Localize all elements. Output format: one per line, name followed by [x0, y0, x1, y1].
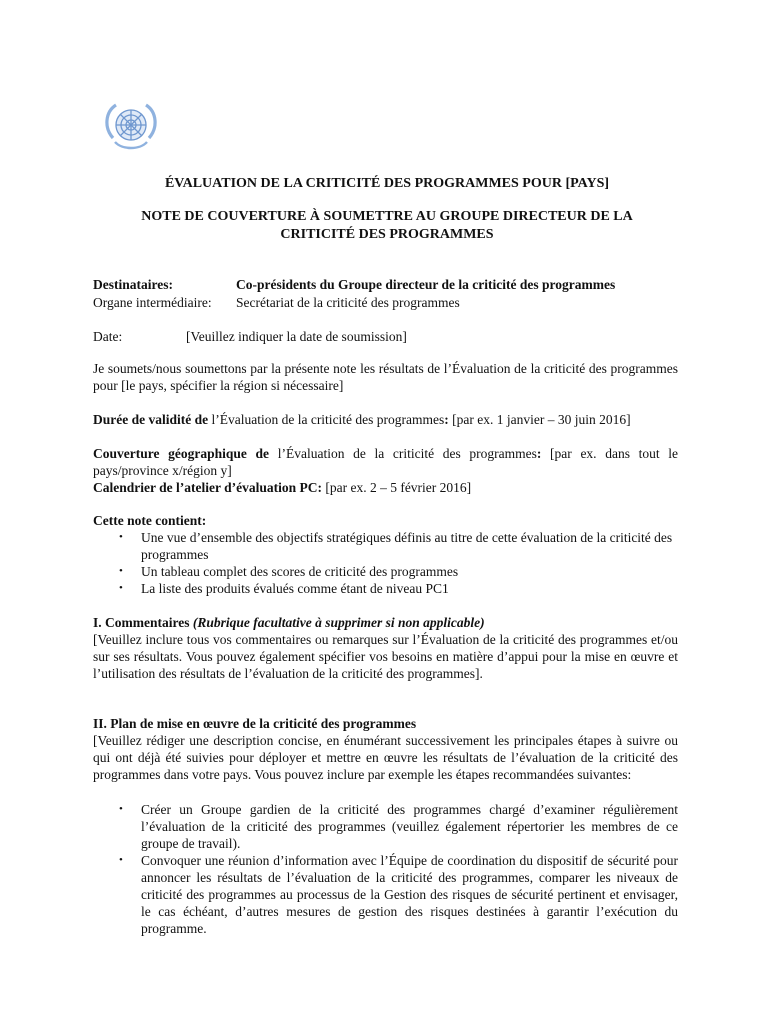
- intermediary-value: Secrétariat de la criticité des programmes: [236, 295, 460, 310]
- list-item: • Une vue d’ensemble des objectifs stratégiques définis au titre de cette évaluation de la criticité des programmes: [119, 530, 673, 562]
- subtitle-line-1: NOTE DE COUVERTURE À SOUMETTRE AU GROUPE DIRECTEUR DE LA: [141, 209, 633, 224]
- section2-body: [Veuillez rédiger une description concise, en énumérant successivement les principales étapes à suivre ou qui ont déjà été suivies pour déployer et mettre en œuvre les résultats de l’évaluation de la criticité des programmes dans votre pays. Vous pouvez inclure par exemple les étapes recommandées suivantes:: [93, 733, 678, 782]
- document-subtitle: [96, 208, 678, 244]
- date-label: Date:: [93, 329, 123, 344]
- recipients-label: Destinataires:: [93, 277, 173, 292]
- workshop-paragraph: [93, 479, 678, 496]
- coverage-label: Couverture géographique de: [93, 446, 270, 461]
- contents-heading: Cette note contient:: [93, 513, 207, 528]
- document-title: ÉVALUATION DE LA CRITICITÉ DES PROGRAMMES POUR [PAYS]: [164, 176, 610, 191]
- validity-label: Durée de validité de: [93, 412, 209, 427]
- intro-paragraph: Je soumets/nous soumettons par la présente note les résultats de l’Évaluation de la criticité des programmes pour [le pays, spécifier la région si nécessaire]: [93, 361, 678, 393]
- contents-list: [119, 529, 678, 597]
- coverage-paragraph: [93, 445, 678, 479]
- bullet-icon: •: [119, 803, 123, 815]
- list-item: • Convoquer une réunion d’information avec l’Équipe de coordination du dispositif de sécurité pour annoncer les résultats de l’évaluation de la criticité des programmes, comparer les niveaux de criticité des programmes au processus de la Gestion des risques de sécurité pertinent et envisager, le cas échéant, d’autres mesures de gestion des risques destinées à garantir l’exécution du programme.: [119, 853, 678, 936]
- intermediary-label: Organe intermédiaire:: [93, 295, 212, 310]
- list-item: • Créer un Groupe gardien de la criticité des programmes chargé d’examiner régulièrement l’évaluation de la criticité des programmes (veuillez également répertorier les membres de ce groupe de travail).: [119, 802, 678, 851]
- bullet-icon: •: [119, 854, 123, 866]
- validity-colon: :: [444, 412, 449, 427]
- steps-list: [119, 801, 678, 937]
- un-emblem-icon: [100, 98, 162, 154]
- validity-paragraph: [93, 411, 678, 428]
- bullet-icon: •: [119, 582, 123, 594]
- section1-title: I. Commentaires: [93, 615, 190, 630]
- date-value: [Veuillez indiquer la date de soumission]: [186, 329, 407, 344]
- coverage-text: l’Évaluation de la criticité des programmes: [269, 446, 537, 461]
- coverage-colon: :: [536, 446, 542, 461]
- section1-heading: [93, 614, 678, 631]
- list-item: • La liste des produits évalués comme étant de niveau PC1: [119, 581, 449, 596]
- bullet-icon: •: [119, 565, 123, 577]
- subtitle-line-2: CRITICITÉ DES PROGRAMMES: [280, 227, 494, 242]
- bullet-icon: •: [119, 531, 123, 543]
- list-item: • Un tableau complet des scores de criticité des programmes: [119, 564, 459, 579]
- validity-value: [par ex. 1 janvier – 30 juin 2016]: [448, 412, 631, 427]
- validity-text: l’Évaluation de la criticité des programmes: [208, 412, 445, 427]
- recipients-value: Co-présidents du Groupe directeur de la criticité des programmes: [236, 277, 616, 292]
- workshop-value: [par ex. 2 – 5 février 2016]: [321, 480, 472, 495]
- section1-body: [Veuillez inclure tous vos commentaires ou remarques sur l’Évaluation de la criticité des programmes et/ou sur ses résultats. Vous pouvez également spécifier vos besoins en matière d’appui pour la mise en œuvre et l’utilisation des résultats de l’évaluation de la criticité des programmes].: [93, 632, 678, 681]
- section1-note: (Rubrique facultative à supprimer si non applicable): [192, 615, 485, 630]
- coverage-value: [par ex. dans tout le pays/province x/région y]: [93, 446, 679, 478]
- workshop-label: Calendrier de l’atelier d’évaluation PC:: [93, 480, 322, 495]
- section2-heading: II. Plan de mise en œuvre de la criticité des programmes: [93, 716, 417, 731]
